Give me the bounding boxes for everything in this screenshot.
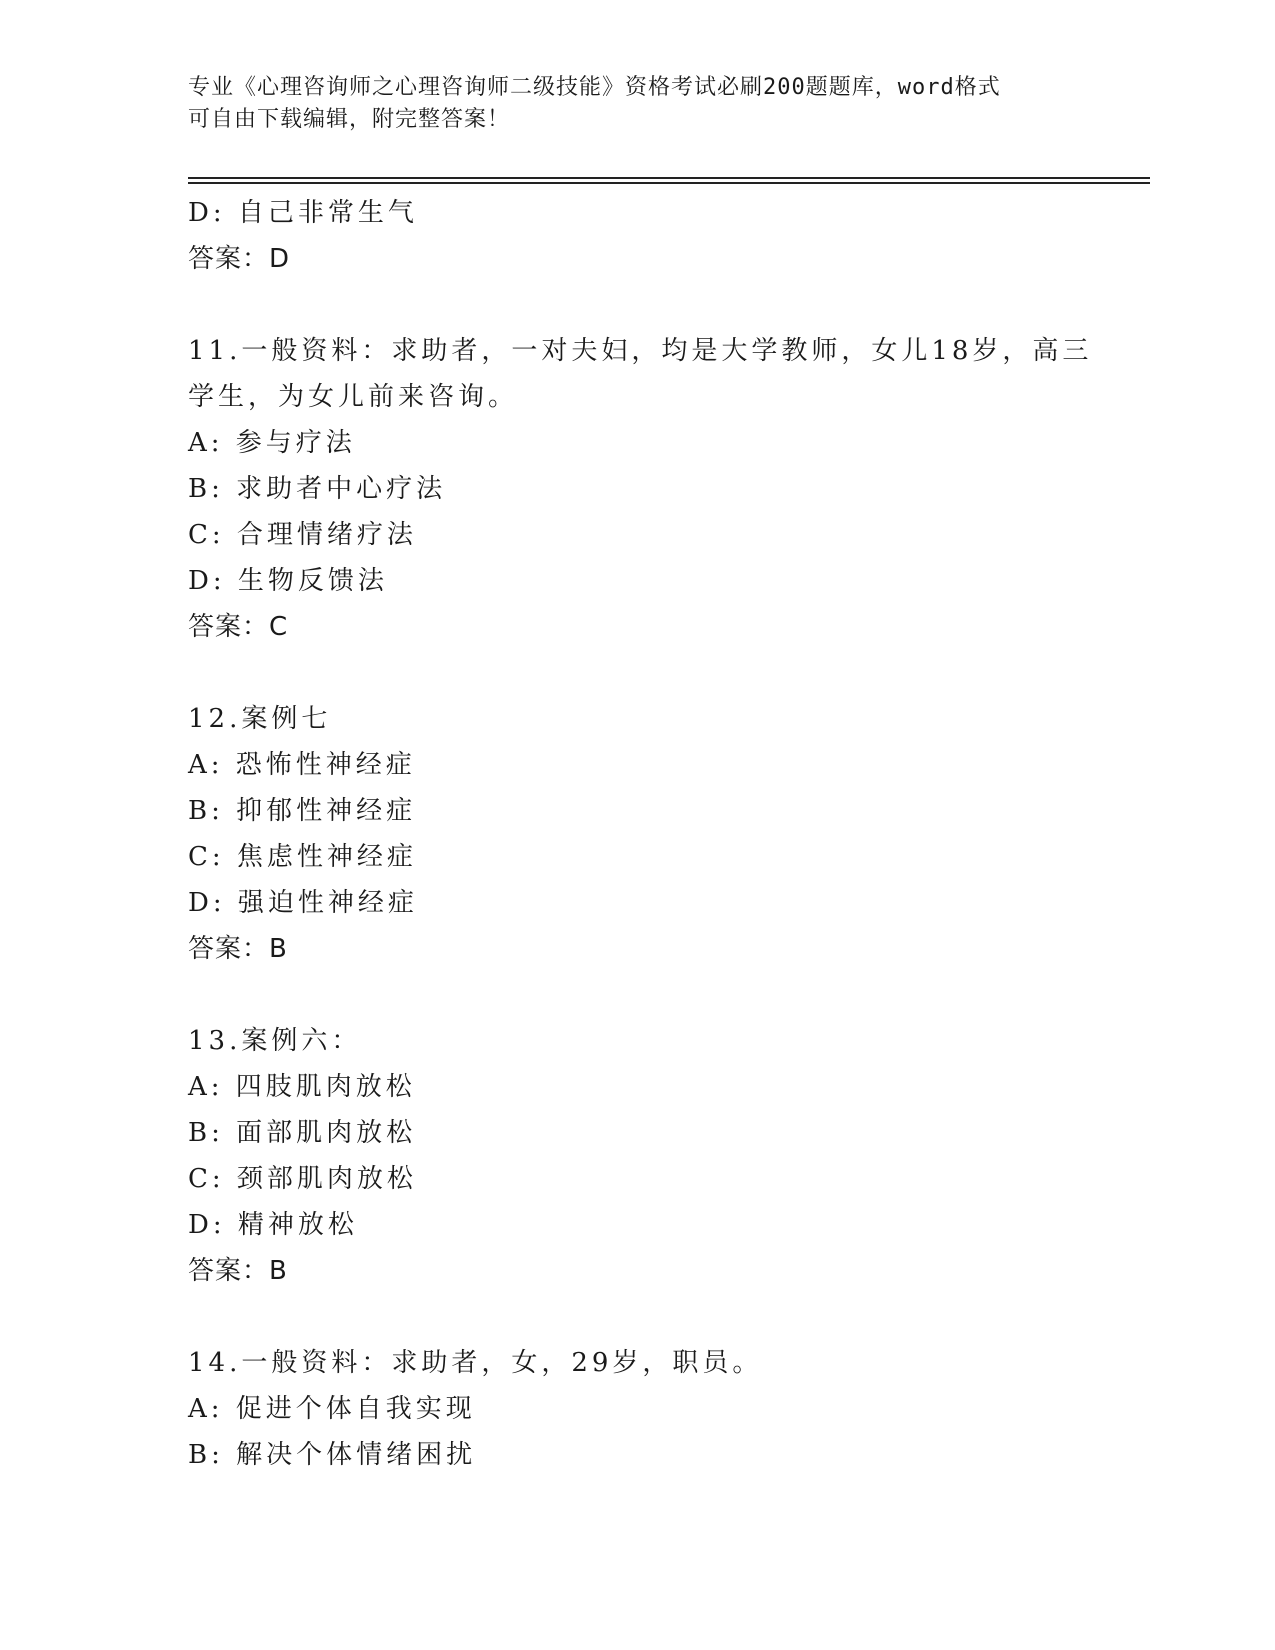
q13-answer: 答案：B — [188, 1256, 288, 1286]
q11-title-line-2: 学生，为女儿前来咨询。 — [188, 382, 519, 412]
q11-answer: 答案：C — [188, 612, 289, 642]
q11-title-line-1: 11.一般资料：求助者，一对夫妇，均是大学教师，女儿18岁，高三 — [188, 336, 1093, 366]
q11-option-d: D: 生物反馈法 — [188, 566, 388, 596]
q13-option-a: A: 四肢肌肉放松 — [188, 1072, 416, 1102]
q14-option-a: A: 促进个体自我实现 — [188, 1394, 476, 1424]
q10-answer: 答案：D — [188, 244, 291, 274]
q12-option-a: A: 恐怖性神经症 — [188, 750, 416, 780]
question-list — [188, 190, 1093, 1478]
header-line-1: 专业《心理咨询师之心理咨询师二级技能》资格考试必刷200题题库，word格式 — [188, 75, 1001, 100]
q10-option-d: D: 自己非常生气 — [188, 198, 418, 228]
header-divider-top — [188, 177, 1150, 179]
q13-option-c: C: 颈部肌肉放松 — [188, 1164, 417, 1194]
q12-option-c: C: 焦虑性神经症 — [188, 842, 417, 872]
spacer — [188, 650, 1088, 696]
q14-title: 14.一般资料：求助者，女，29岁，职员。 — [188, 1348, 763, 1378]
q11-option-c: C: 合理情绪疗法 — [188, 520, 417, 550]
header-line-2: 可自由下载编辑，附完整答案！ — [188, 107, 511, 132]
spacer — [188, 1294, 1088, 1340]
q12-option-d: D: 强迫性神经症 — [188, 888, 418, 918]
q11-option-b: B: 求助者中心疗法 — [188, 474, 447, 504]
q13-option-b: B: 面部肌肉放松 — [188, 1118, 417, 1148]
q11-option-a: A: 参与疗法 — [188, 428, 356, 458]
q12-option-b: B: 抑郁性神经症 — [188, 796, 417, 826]
q12-title: 12.案例七 — [188, 704, 332, 734]
q12-answer: 答案：B — [188, 934, 288, 964]
document-header — [188, 72, 1088, 136]
header-divider-bottom — [188, 182, 1150, 184]
spacer — [188, 972, 1088, 1018]
q13-option-d: D: 精神放松 — [188, 1210, 358, 1240]
q13-title: 13.案例六： — [188, 1026, 362, 1056]
spacer — [188, 282, 1088, 328]
q14-option-b: B: 解决个体情绪困扰 — [188, 1440, 477, 1470]
